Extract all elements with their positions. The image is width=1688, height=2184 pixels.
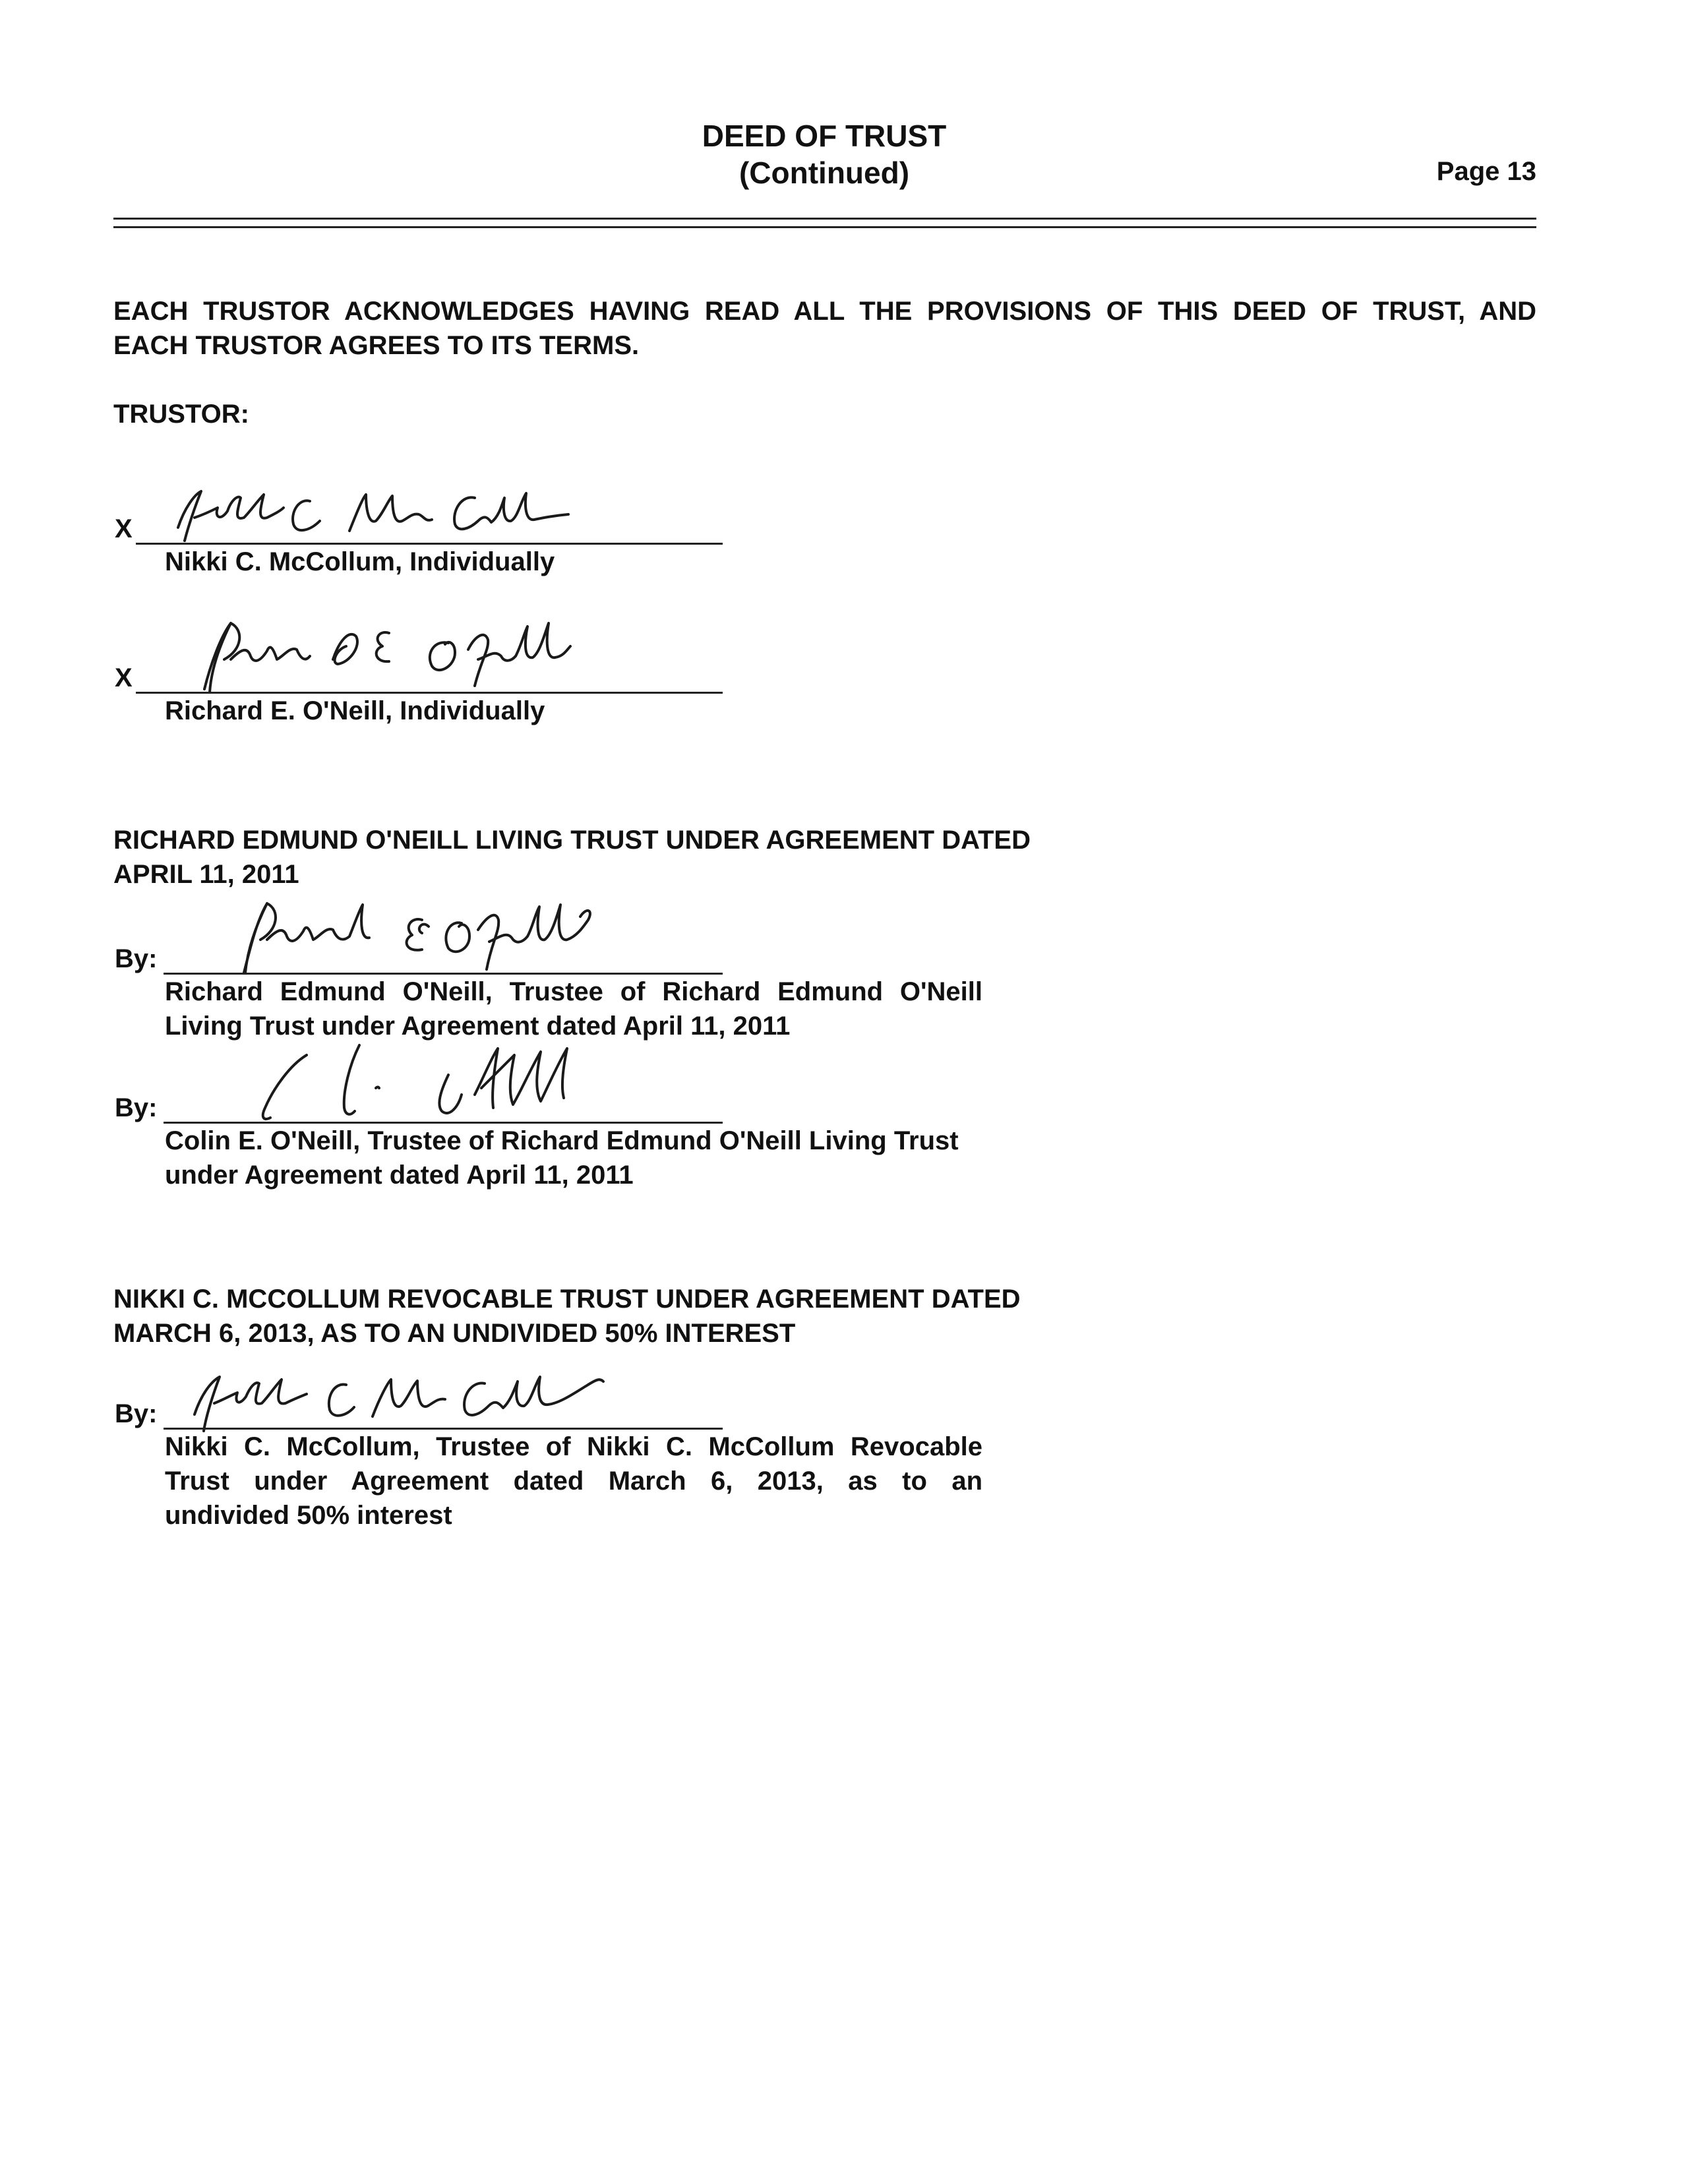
signer-caption <box>165 1124 959 1192</box>
signature-prefix-x: X <box>115 514 133 543</box>
signature-prefix-x: X <box>115 663 133 692</box>
signer-caption: Richard E. O'Neill, Individually <box>165 696 545 725</box>
header-divider-top <box>113 218 1536 220</box>
signer-caption: Nikki C. McCollum, Individually <box>165 547 555 576</box>
signer-caption-line-3: undivided 50% interest <box>165 1501 452 1530</box>
document-title: DEED OF TRUST <box>702 119 947 153</box>
living-trust-heading-line-1: RICHARD EDMUND O'NEILL LIVING TRUST UNDER AGREEMENT DATED <box>113 826 1031 855</box>
living-trust-heading-line-2: APRIL 11, 2011 <box>113 860 299 889</box>
signature-prefix-by: By: <box>115 944 158 973</box>
page-number: Page 13 <box>1436 157 1536 186</box>
acknowledgement-line-2: EACH TRUSTOR AGREES TO ITS TERMS. <box>113 331 640 360</box>
signer-caption-line-2: Trust under Agreement dated March 6, 2013, as to an <box>165 1467 982 1496</box>
living-trust-heading <box>113 823 1031 892</box>
signer-caption-line-1: Nikki C. McCollum, Trustee of Nikki C. McCollum Revocable <box>165 1432 982 1461</box>
header-divider-bottom <box>113 226 1536 228</box>
signature-nikki-mccollum-trustee <box>181 1365 617 1438</box>
signer-caption-line-1: Colin E. O'Neill, Trustee of Richard Edmund O'Neill Living Trust <box>165 1126 959 1155</box>
acknowledgement-line-1: EACH TRUSTOR ACKNOWLEDGES HAVING READ ALL THE PROVISIONS OF THIS DEED OF TRUST, AND <box>113 297 1536 326</box>
acknowledgement-text <box>113 294 1536 363</box>
signer-caption-line-2: under Agreement dated April 11, 2011 <box>165 1161 634 1190</box>
signer-caption <box>165 1430 982 1532</box>
revocable-trust-heading-line-2: MARCH 6, 2013, AS TO AN UNDIVIDED 50% INTEREST <box>113 1319 796 1348</box>
document-subtitle: (Continued) <box>738 156 910 190</box>
signature-prefix-by: By: <box>115 1399 158 1428</box>
revocable-trust-heading-line-1: NIKKI C. MCCOLLUM REVOCABLE TRUST UNDER AGREEMENT DATED <box>113 1285 1021 1314</box>
signature-richard-edmund-oneill-trustee <box>224 890 633 976</box>
trustor-label: TRUSTOR: <box>113 400 249 429</box>
signature-nikki-mccollum <box>165 481 574 547</box>
signature-colin-oneill-trustee <box>231 1029 600 1128</box>
revocable-trust-heading <box>113 1282 1021 1350</box>
signer-caption-line-1: Richard Edmund O'Neill, Trustee of Richard Edmund O'Neill <box>165 977 982 1006</box>
signer-caption-line-2: Living Trust under Agreement dated April 11, 2011 <box>165 1012 791 1041</box>
signature-prefix-by: By: <box>115 1093 158 1122</box>
signature-richard-oneill <box>191 610 613 696</box>
